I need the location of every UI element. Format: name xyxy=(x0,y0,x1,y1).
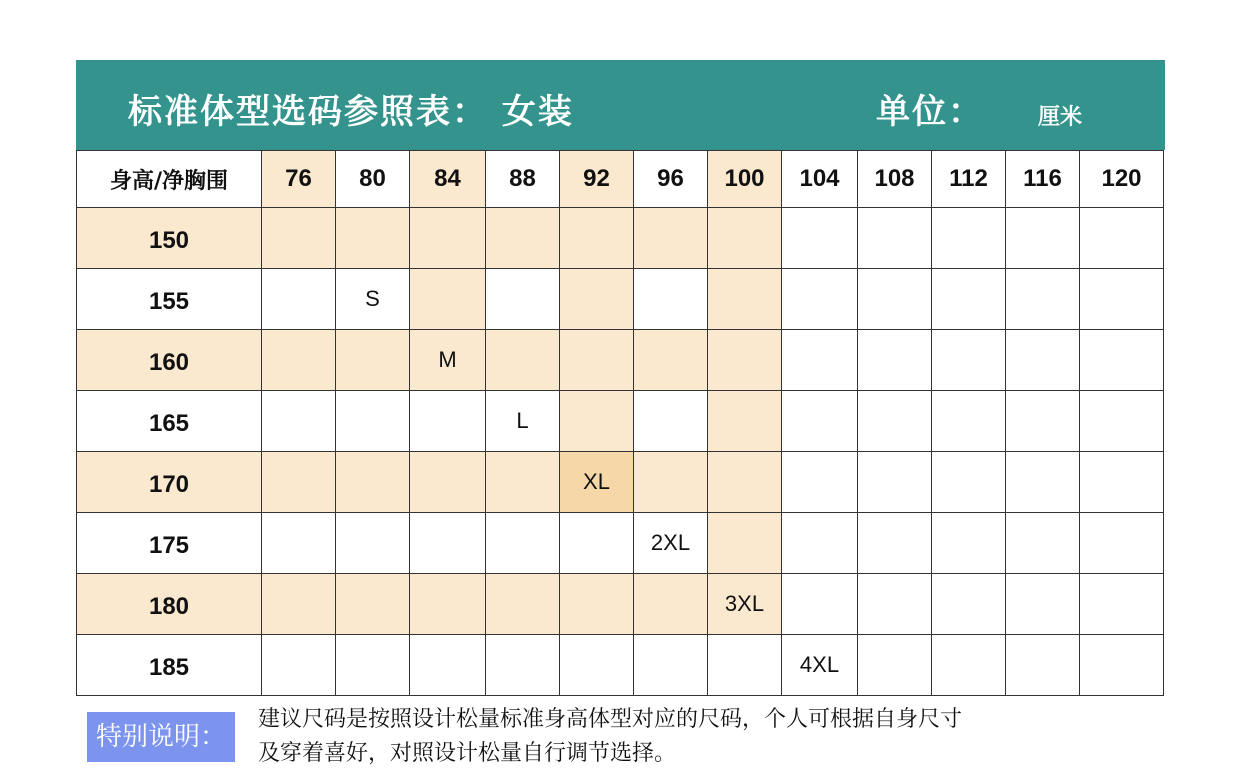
grid-cell xyxy=(410,513,486,574)
grid-cell xyxy=(560,574,634,635)
grid-cell xyxy=(486,635,560,696)
grid-cell xyxy=(932,513,1006,574)
chest-column-header: 84 xyxy=(410,151,486,208)
grid-cell xyxy=(262,208,336,269)
grid-cell xyxy=(336,574,410,635)
grid-cell xyxy=(1006,452,1080,513)
special-note-label: 特别说明： xyxy=(87,712,235,762)
chest-column-header: 120 xyxy=(1080,151,1164,208)
note-line-2: 及穿着喜好，对照设计松量自行调节选择。 xyxy=(258,741,677,766)
grid-cell xyxy=(932,269,1006,330)
chest-column-header: 76 xyxy=(262,151,336,208)
chart-title-bar xyxy=(76,60,1165,150)
page-title: 标准体型选码参照表： 女装 xyxy=(128,92,574,132)
grid-cell xyxy=(1006,330,1080,391)
table-row xyxy=(77,513,1164,574)
table-row xyxy=(77,635,1164,696)
grid-cell xyxy=(782,269,858,330)
table-row xyxy=(77,269,1164,330)
grid-cell xyxy=(1080,391,1164,452)
grid-cell xyxy=(708,330,782,391)
chest-column-header: 88 xyxy=(486,151,560,208)
chest-column-header: 96 xyxy=(634,151,708,208)
grid-cell xyxy=(560,208,634,269)
grid-cell xyxy=(634,574,708,635)
grid-cell xyxy=(782,330,858,391)
unit-label: 单位： xyxy=(876,92,984,132)
grid-cell xyxy=(782,452,858,513)
grid-cell xyxy=(782,391,858,452)
grid-cell xyxy=(932,330,1006,391)
grid-cell xyxy=(932,391,1006,452)
grid-cell xyxy=(858,635,932,696)
grid-cell xyxy=(262,513,336,574)
grid-cell xyxy=(410,635,486,696)
grid-cell xyxy=(486,208,560,269)
size-cell: 3XL xyxy=(708,574,782,635)
grid-cell xyxy=(634,391,708,452)
grid-cell xyxy=(336,513,410,574)
size-cell: M xyxy=(410,330,486,391)
table-row xyxy=(77,330,1164,391)
grid-cell xyxy=(560,391,634,452)
table-row xyxy=(77,391,1164,452)
height-row-header: 175 xyxy=(77,513,262,574)
chest-column-header: 112 xyxy=(932,151,1006,208)
size-cell: S xyxy=(336,269,410,330)
grid-cell xyxy=(858,269,932,330)
chest-column-header: 92 xyxy=(560,151,634,208)
grid-cell xyxy=(708,452,782,513)
grid-cell xyxy=(1080,635,1164,696)
grid-cell xyxy=(858,452,932,513)
grid-cell xyxy=(634,452,708,513)
grid-cell xyxy=(560,330,634,391)
grid-cell xyxy=(1006,635,1080,696)
grid-cell xyxy=(560,513,634,574)
grid-cell xyxy=(262,269,336,330)
grid-cell xyxy=(486,330,560,391)
grid-cell xyxy=(336,635,410,696)
grid-cell xyxy=(932,574,1006,635)
grid-cell xyxy=(782,208,858,269)
height-row-header: 150 xyxy=(77,208,262,269)
grid-cell xyxy=(858,513,932,574)
grid-cell xyxy=(262,330,336,391)
height-row-header: 160 xyxy=(77,330,262,391)
height-row-header: 180 xyxy=(77,574,262,635)
grid-cell xyxy=(336,330,410,391)
height-row-header: 170 xyxy=(77,452,262,513)
grid-cell xyxy=(1006,391,1080,452)
grid-cell xyxy=(410,391,486,452)
table-row xyxy=(77,574,1164,635)
grid-cell xyxy=(858,330,932,391)
grid-cell xyxy=(262,391,336,452)
table-row xyxy=(77,208,1164,269)
height-row-header: 165 xyxy=(77,391,262,452)
grid-cell xyxy=(858,574,932,635)
grid-cell xyxy=(1080,208,1164,269)
size-cell: XL xyxy=(560,452,634,513)
chest-column-header: 104 xyxy=(782,151,858,208)
grid-cell xyxy=(858,391,932,452)
grid-cell xyxy=(634,635,708,696)
grid-cell xyxy=(708,269,782,330)
grid-cell xyxy=(708,513,782,574)
grid-cell xyxy=(336,391,410,452)
grid-cell xyxy=(336,452,410,513)
size-cell: 2XL xyxy=(634,513,708,574)
grid-cell xyxy=(634,208,708,269)
chest-column-header: 100 xyxy=(708,151,782,208)
grid-cell xyxy=(262,574,336,635)
grid-cell xyxy=(410,574,486,635)
table-row xyxy=(77,452,1164,513)
special-note-text xyxy=(258,703,1158,771)
grid-cell xyxy=(560,635,634,696)
grid-cell xyxy=(486,452,560,513)
grid-cell xyxy=(1080,574,1164,635)
grid-cell xyxy=(1006,208,1080,269)
note-line-1: 建议尺码是按照设计松量标准身高体型对应的尺码，个人可根据自身尺寸 xyxy=(258,707,963,732)
grid-cell xyxy=(1006,269,1080,330)
grid-cell xyxy=(1006,513,1080,574)
grid-cell xyxy=(858,208,932,269)
grid-cell xyxy=(486,574,560,635)
grid-cell xyxy=(1080,330,1164,391)
corner-header: 身高/净胸围 xyxy=(77,151,262,208)
unit-value: 厘米 xyxy=(1038,105,1083,130)
grid-cell xyxy=(932,635,1006,696)
chest-column-header: 80 xyxy=(336,151,410,208)
height-row-header: 185 xyxy=(77,635,262,696)
grid-cell xyxy=(708,208,782,269)
grid-cell xyxy=(782,513,858,574)
grid-cell xyxy=(634,330,708,391)
grid-cell xyxy=(782,574,858,635)
grid-cell xyxy=(262,452,336,513)
grid-cell xyxy=(336,208,410,269)
grid-cell xyxy=(932,452,1006,513)
grid-cell xyxy=(1080,513,1164,574)
grid-cell xyxy=(410,269,486,330)
grid-cell xyxy=(1080,269,1164,330)
chest-column-header: 108 xyxy=(858,151,932,208)
size-chart-table xyxy=(76,150,1164,696)
grid-cell xyxy=(262,635,336,696)
grid-cell xyxy=(1080,452,1164,513)
grid-cell xyxy=(410,208,486,269)
grid-cell xyxy=(1006,574,1080,635)
grid-cell xyxy=(634,269,708,330)
grid-cell xyxy=(708,391,782,452)
grid-cell xyxy=(932,208,1006,269)
size-cell: 4XL xyxy=(782,635,858,696)
grid-cell xyxy=(486,269,560,330)
grid-cell xyxy=(410,452,486,513)
height-row-header: 155 xyxy=(77,269,262,330)
grid-cell xyxy=(486,513,560,574)
header-row xyxy=(77,151,1164,208)
chest-column-header: 116 xyxy=(1006,151,1080,208)
grid-cell xyxy=(560,269,634,330)
size-cell: L xyxy=(486,391,560,452)
grid-cell xyxy=(708,635,782,696)
